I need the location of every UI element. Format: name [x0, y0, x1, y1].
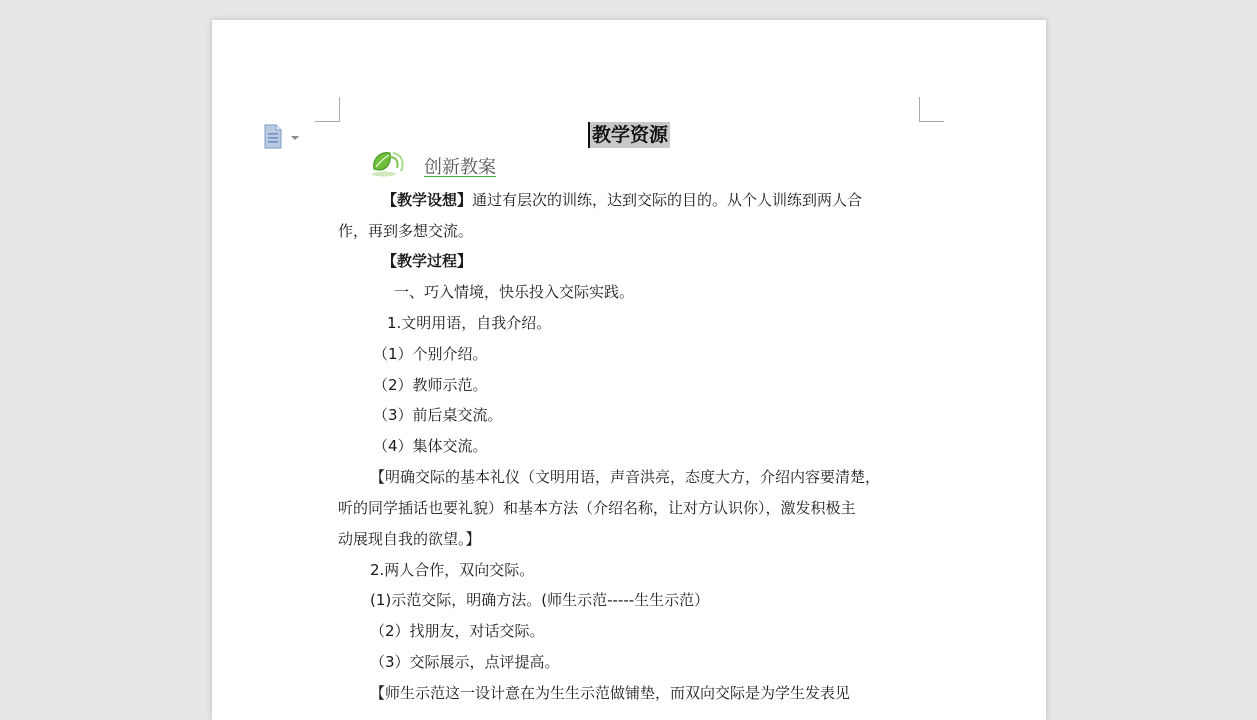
document-menu-button[interactable]: [263, 124, 303, 150]
document-page: [212, 20, 1046, 720]
paragraph-line: 动展现自我的欲望。】: [338, 530, 481, 548]
paragraph-line: 一、巧入情境，快乐投入交际实践。: [394, 283, 635, 301]
paragraph-line: 2.两人合作，双向交际。: [370, 561, 535, 579]
paragraph-line: (1)示范交际，明确方法。(师生示范-----生生示范）: [370, 591, 710, 609]
margin-corner-top-left: [315, 97, 340, 122]
paragraph-line: （2）教师示范。: [373, 376, 488, 394]
paragraph-line: （3）交际展示，点评提高。: [370, 653, 560, 671]
paragraph-line: 1.文明用语，自我介绍。: [387, 314, 552, 332]
paragraph-line: 作，再到多想交流。: [338, 222, 474, 240]
paragraph-line: 【教学过程】: [382, 252, 473, 270]
leaf-logo-icon: [370, 147, 406, 179]
document-title: 教学资源: [588, 122, 670, 148]
paragraph-line: 【明确交际的基本礼仪（文明用语，声音洪亮，态度大方，介绍内容要清楚，: [370, 468, 881, 486]
paragraph-line: 【师生示范这一设计意在为生生示范做铺垫，而双向交际是为学生发表见: [370, 684, 851, 702]
document-icon: [265, 125, 281, 148]
brand-label: 创新教案: [424, 157, 496, 178]
paragraph-line: （1）个别介绍。: [373, 345, 488, 363]
paragraph-line: 【教学设想】通过有层次的训练，达到交际的目的。从个人训练到两人合: [382, 191, 863, 209]
paragraph-line: 听的同学插话也要礼貌）和基本方法（介绍名称，让对方认识你），激发积极主: [338, 499, 856, 517]
margin-corner-top-right: [919, 97, 944, 122]
paragraph-line: （3）前后桌交流。: [373, 406, 503, 424]
paragraph-line: （4）集体交流。: [373, 437, 488, 455]
caret-down-icon: [291, 136, 299, 140]
paragraph-line: （2）找朋友，对话交际。: [370, 622, 545, 640]
